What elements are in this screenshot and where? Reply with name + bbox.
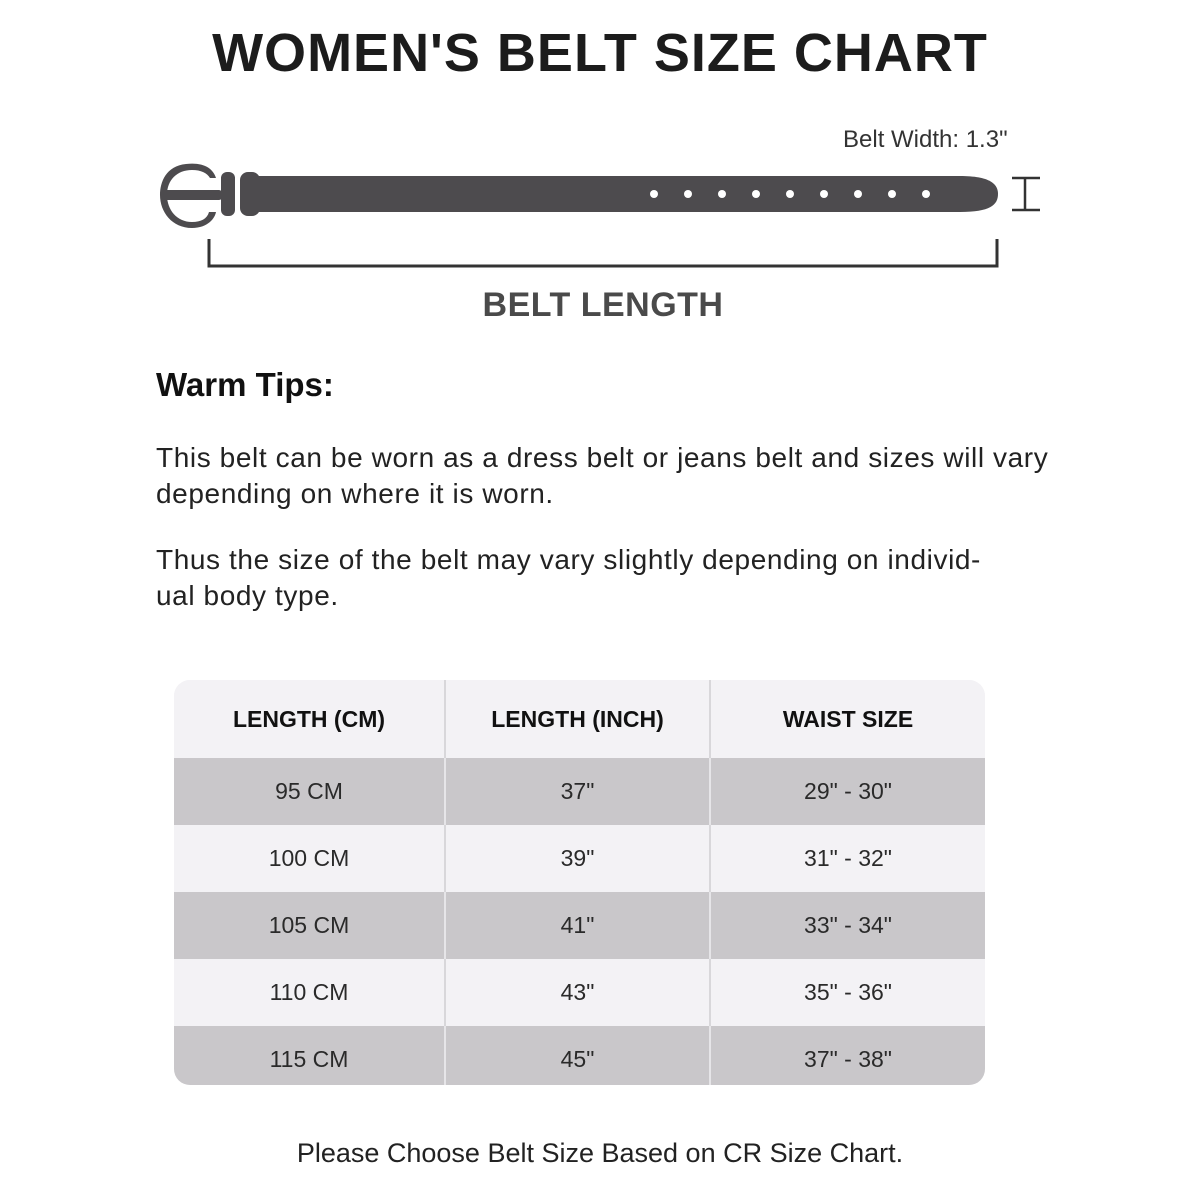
belt-hole — [786, 190, 794, 198]
cell-length-inch: 45" — [445, 1026, 710, 1085]
belt-diagram — [0, 0, 1200, 280]
cell-length-cm: 95 CM — [174, 758, 445, 825]
header-waist-size: WAIST SIZE — [710, 680, 985, 758]
belt-hole — [752, 190, 760, 198]
footer-note: Please Choose Belt Size Based on CR Size Chart. — [296, 1138, 904, 1168]
cell-waist-size: 29" - 30" — [710, 758, 985, 825]
belt-hole — [922, 190, 930, 198]
cell-waist-size: 33" - 34" — [710, 892, 985, 959]
cell-length-inch: 41" — [445, 892, 710, 959]
tip-paragraph-1: This belt can be worn as a dress belt or jeans belt and sizes will vary depending on where it is worn. — [156, 442, 1049, 509]
tips-heading: Warm Tips: — [156, 366, 334, 403]
belt-hole — [650, 190, 658, 198]
belt-width-marker — [1012, 178, 1040, 210]
belt-hole — [820, 190, 828, 198]
belt-hole — [854, 190, 862, 198]
belt-length-label: BELT LENGTH — [482, 286, 724, 324]
cell-length-cm: 105 CM — [174, 892, 445, 959]
belt-keeper-1 — [221, 172, 235, 216]
cell-waist-size: 31" - 32" — [710, 825, 985, 892]
cell-length-cm: 110 CM — [174, 959, 445, 1026]
table-row — [174, 825, 985, 892]
table-row — [174, 1026, 985, 1085]
cell-length-inch: 37" — [445, 758, 710, 825]
belt-buckle-icon — [160, 164, 222, 228]
tip-paragraph-2: Thus the size of the belt may vary slightly depending on individ- ual body type. — [156, 544, 981, 611]
belt-keeper-2 — [240, 172, 260, 216]
header-length-inch: LENGTH (INCH) — [445, 680, 710, 758]
belt-hole — [684, 190, 692, 198]
table-row — [174, 959, 985, 1026]
table-header-row — [174, 680, 985, 758]
table-row — [174, 892, 985, 959]
size-table — [174, 680, 985, 1085]
header-length-cm: LENGTH (CM) — [174, 680, 445, 758]
cell-length-cm: 115 CM — [174, 1026, 445, 1085]
belt-width-label: Belt Width: 1.3" — [843, 126, 1008, 153]
belt-strap — [258, 176, 998, 212]
cell-waist-size: 35" - 36" — [710, 959, 985, 1026]
table-row — [174, 758, 985, 825]
page-title: WOMEN'S BELT SIZE CHART — [212, 23, 988, 83]
belt-hole — [718, 190, 726, 198]
cell-length-cm: 100 CM — [174, 825, 445, 892]
cell-length-inch: 43" — [445, 959, 710, 1026]
cell-waist-size: 37" - 38" — [710, 1026, 985, 1085]
cell-length-inch: 39" — [445, 825, 710, 892]
belt-length-bracket — [209, 239, 997, 266]
belt-hole — [888, 190, 896, 198]
